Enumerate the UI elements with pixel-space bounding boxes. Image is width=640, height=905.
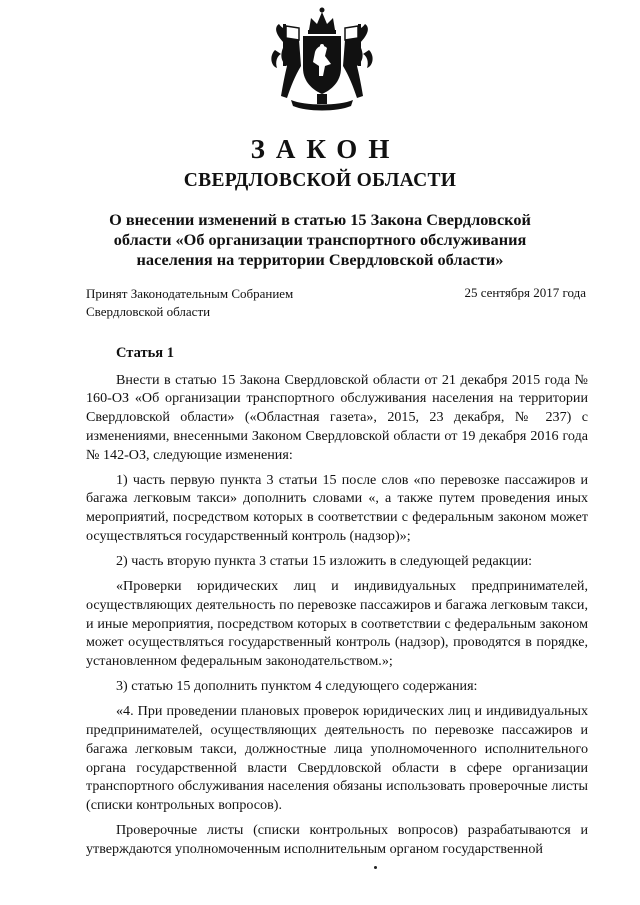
subject-line: населения на территории Свердловской области» xyxy=(136,250,504,269)
subject-line: области «Об организации транспортного обслуживания xyxy=(113,230,527,249)
base-icon xyxy=(291,94,353,111)
article-paragraph: Внести в статью 15 Закона Свердловской области от 21 декабря 2015 года № 160-ОЗ «Об организации транспортного обслуживания населения на территории Свердловской области» («Областная газета», 2015, 23 декабря, № 237) с изменениями, внесенными Законом Свердловской области от 19 декабря 2016 года № 142-ОЗ, следующие изменения: xyxy=(86,371,588,463)
article-paragraph: 3) статью 15 дополнить пунктом 4 следующего содержания: xyxy=(116,678,478,695)
adoption-body-line: Принят Законодательным Собранием xyxy=(86,286,294,301)
article-paragraph: Проверочные листы (списки контрольных вопросов) разрабатываются и утверждаются уполномоченным исполнительным органом государственной xyxy=(86,822,588,857)
subject-line: О внесении изменений в статью 15 Закона Свердловской xyxy=(109,210,531,229)
law-region: СВЕРДЛОВСКОЙ ОБЛАСТИ xyxy=(183,170,457,191)
adoption-body-line: Свердловской области xyxy=(86,304,211,319)
right-beast-icon xyxy=(343,24,373,98)
article-heading: Статья 1 xyxy=(116,345,174,361)
document-subject xyxy=(0,210,640,270)
crown-icon xyxy=(308,8,336,35)
law-title: ЗАКОН xyxy=(250,134,401,164)
scan-dot xyxy=(374,866,377,869)
article-paragraph: 2) часть вторую пункта 3 статьи 15 изложить в следующей редакции: xyxy=(116,553,533,570)
article-1 xyxy=(86,344,588,865)
adoption-body xyxy=(86,285,293,321)
coat-of-arms-icon xyxy=(265,6,379,116)
adoption-date: 25 сентября 2017 года xyxy=(464,285,586,300)
article-paragraph: «Проверки юридических лиц и индивидуальных предпринимателей, осуществляющих деятельность по перевозке пассажиров и багажа легковым такси, и иные мероприятия, посредством которых в соответствии с федеральным законом может осуществляться государственный контроль (надзор), проводятся в порядке, установленном федеральным законодательством.»; xyxy=(86,578,588,670)
left-beast-icon xyxy=(271,24,301,98)
article-paragraph: «4. При проведении плановых проверок юридических лиц и индивидуальных предпринимателей, осуществляющих деятельность по перевозке пассажиров и багажа легковым такси, должностные лица уполномоченного исполнительного органа государственной власти Свердловской области в сфере организации транспортного обслуживания населения обязаны использовать проверочные листы (списки контрольных вопросов). xyxy=(86,703,588,813)
shield-icon xyxy=(303,36,341,94)
article-paragraph: 1) часть первую пункта 3 статьи 15 после слов «по перевозке пассажиров и багажа легковым такси» дополнить словами «, а также путем проведения иных мероприятий, посредством которых в соответствии с федеральным законом может осуществляться государственный контроль (надзор)»; xyxy=(86,471,588,544)
